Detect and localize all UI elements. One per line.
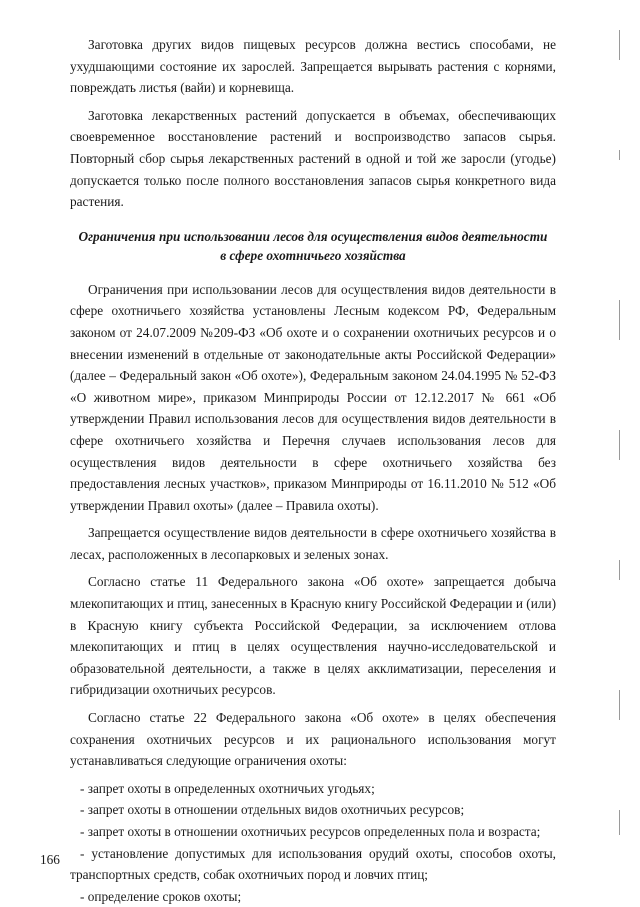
section-heading-line-2: в сфере охотничьего хозяйства <box>220 247 406 263</box>
scan-edge-mark <box>619 300 624 340</box>
scan-edge-mark <box>619 690 624 720</box>
paragraph: Согласно статье 11 Федерального закона «Об охоте» запрещается добыча млекопитающих и птиц, занесенных в Красную книгу Российской Федерации и (или) в Красную книгу субъекта Российской Федерации, за исключением отлова млекопитающих и птиц в целях осуществления научно-исследовательской и образовательной деятельности, а также в целях акклиматизации, переселения и гибридизации охотничьих ресурсов. <box>70 574 556 698</box>
scan-edge-mark <box>619 810 624 835</box>
scan-edge-mark <box>619 430 624 460</box>
paragraph: Согласно статье 22 Федерального закона «Об охоте» в целях обеспечения сохранения охотничьих ресурсов и их рационального использования могут устанавливаться следующие ограничения охоты: <box>70 710 556 769</box>
restrictions-list <box>70 778 556 907</box>
page-number: 166 <box>40 852 60 867</box>
paragraph: Запрещается осуществление видов деятельности в сфере охотничьего хозяйства в лесах, расположенных в лесопарковых и зеленых зонах. <box>70 525 556 562</box>
list-item: - установление допустимых для использования орудий охоты, способов охоты, транспортных средств, собак охотничьих пород и ловчих птиц; <box>70 845 556 883</box>
list-item: - запрет охоты в отношении охотничьих ресурсов определенных пола и возраста; <box>80 824 541 839</box>
section-heading-line-1: Ограничения при использовании лесов для осуществления видов деятельности <box>78 228 548 244</box>
paragraph: Заготовка других видов пищевых ресурсов должна вестись способами, не ухудшающими состояние их зарослей. Запрещается вырывать растения с корнями, повреждать листья (вайи) и корневища. <box>70 37 556 96</box>
list-item: - запрет охоты в отношении отдельных видов охотничьих ресурсов; <box>80 802 465 818</box>
list-item: - запрет охоты в определенных охотничьих угодьях; <box>80 780 375 796</box>
scan-edge-mark <box>619 30 624 60</box>
scan-edge-mark <box>619 560 624 580</box>
paragraph: Ограничения при использовании лесов для осуществления видов деятельности в сфере охотничьего хозяйства установлены Лесным кодексом РФ, Федеральным законом от 24.07.2009 №209-ФЗ «Об охоте и о сохранении охотничьих ресурсов и о внесении изменений в отдельные от законодательные акты Российской Федерации» (далее – Федеральный закон «Об охоте»), Федеральным законом 24.04.1995 № 52-ФЗ «О животном мире», приказом Минприроды России от 12.12.2017 № 661 «Об утверждении Правил использования лесов для осуществления видов деятельности в сфере охотничьего хозяйства и Перечня случаев использования лесов для осуществления видов деятельности в сфере охотничьего хозяйства без предоставления лесных участков», приказом Минприроды от 16.11.2010 № 512 «Об утверждении Правил охоты» (далее – Правила охоты). <box>70 281 556 513</box>
list-item: - определение сроков охоты; <box>80 888 242 904</box>
page-body <box>70 34 556 907</box>
scan-edge-mark <box>619 150 624 160</box>
paragraph: Заготовка лекарственных растений допускается в объемах, обеспечивающих своевременное восстановление растений и воспроизводство запасов сырья. Повторный сбор сырья лекарственных растений в одной и той же заросли (угодье) допускается только после полного восстановления запасов сырья конкретного вида растения. <box>70 107 556 210</box>
section-heading <box>70 227 556 265</box>
